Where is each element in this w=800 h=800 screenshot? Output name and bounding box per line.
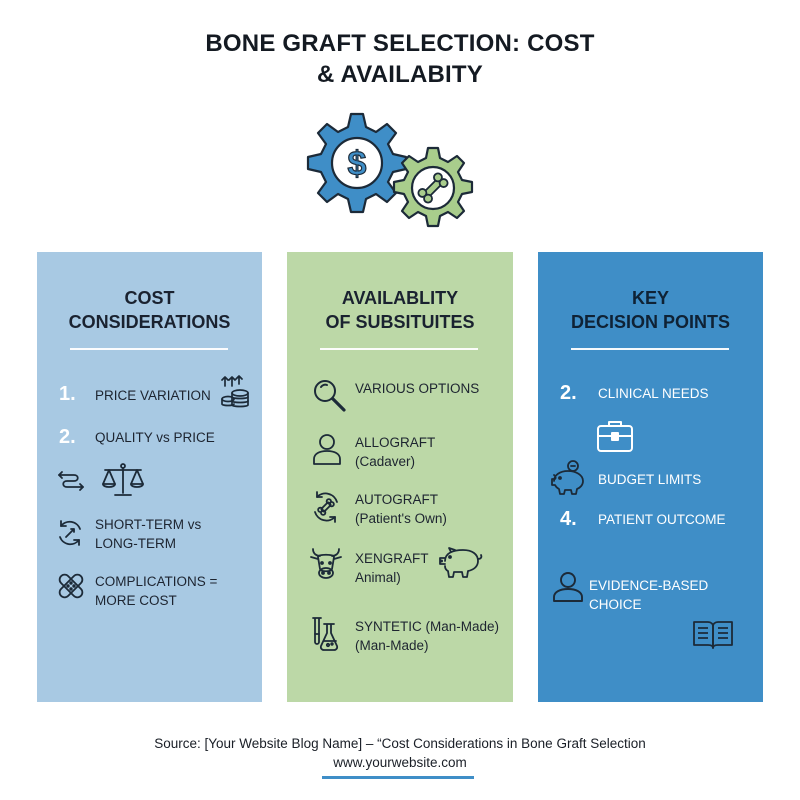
availability-title-line-2: OF SUBSITUITES [325, 312, 475, 332]
cost-item-4-text: SHORT-TERM vs LONG-TERM [95, 517, 202, 551]
person-icon [311, 432, 343, 466]
page-title [0, 28, 800, 90]
medical-kit-icon [595, 418, 635, 454]
availability-item-1-text: VARIOUS OPTIONS [355, 381, 480, 396]
open-book-icon [692, 618, 734, 650]
allograft-label: ALLOGRAFT [355, 435, 436, 450]
lab-flask-icon [309, 616, 341, 652]
key-title-line-1: KEY [631, 288, 669, 308]
source-citation: Source: [Your Website Blog Name] – “Cost Considerations in Bone Graft Selection [154, 736, 646, 751]
page-title-line-2: & AVAILABITY [317, 61, 483, 88]
coins-up-icon [220, 374, 254, 410]
key-item-4-text: EVIDENCE-BASED CHOICE [589, 578, 709, 612]
cow-icon [309, 545, 343, 581]
key-item-3-text: PATIENT OUTCOME [598, 512, 726, 527]
availability-item-5-text [355, 617, 499, 655]
balance-scale-icon [99, 462, 147, 498]
cost-item-1-number: 1. [59, 383, 76, 405]
website-url[interactable]: www.yourwebsite.com [333, 755, 467, 770]
bone-cycle-icon [309, 490, 343, 524]
synthetic-sublabel: (Man-Made) [355, 638, 429, 653]
url-underline [322, 776, 474, 779]
pig-icon [437, 545, 485, 579]
autograft-label: AUTOGRAFT [355, 492, 439, 507]
synthetic-label: SYNTETIC (Man-Made) [355, 619, 500, 634]
cost-item-1-text: PRICE VARIATION [95, 388, 211, 403]
bone-gear-icon [394, 148, 472, 226]
hero-gears [305, 112, 485, 230]
piggy-bank-icon [549, 459, 589, 497]
wave-arrows-icon [56, 466, 86, 496]
availability-item-2-text [355, 433, 435, 471]
xenograft-label: XENGRAFT [355, 551, 429, 566]
cost-title-divider [70, 348, 228, 350]
key-title-divider [571, 348, 729, 350]
key-decision-points-panel [538, 252, 763, 702]
cost-title-line-1: COST [124, 288, 175, 308]
key-title-line-2: DECISION POINTS [570, 312, 731, 332]
cost-item-2-text: QUALITY vs PRICE [95, 430, 215, 445]
allograft-sublabel: (Cadaver) [355, 454, 416, 469]
user-icon [552, 570, 584, 602]
availability-item-3-text [355, 490, 447, 528]
key-panel-title [538, 286, 763, 334]
time-cycle-icon [55, 518, 85, 548]
magnifier-icon [311, 377, 347, 413]
availability-item-4-text [355, 549, 429, 587]
dollar-gear-icon [308, 114, 406, 212]
bandage-icon [55, 570, 87, 602]
cost-item-5-text: COMPLICATIONS = MORE COST [95, 574, 218, 608]
cost-item-2-number: 2. [59, 426, 76, 448]
key-item-1-text: CLINICAL NEEDS [598, 386, 709, 401]
availability-title-divider [320, 348, 478, 350]
xenograft-sublabel: Animal) [355, 570, 401, 585]
key-item-1-number: 2. [560, 382, 577, 404]
key-item-2-text: BUDGET LIMITS [598, 472, 702, 487]
page-title-line-1: BONE GRAFT SELECTION: COST [205, 30, 595, 57]
svg-text:$: $ [347, 145, 367, 183]
key-item-3-number: 4. [560, 508, 577, 530]
availability-title-line-1: AVAILABLITY [341, 288, 459, 308]
cost-considerations-panel [37, 252, 262, 702]
availability-panel [287, 252, 513, 702]
availability-panel-title [287, 286, 513, 334]
autograft-sublabel: (Patient's Own) [355, 511, 447, 526]
cost-title-line-2: CONSIDERATIONS [68, 312, 231, 332]
cost-panel-title [37, 286, 262, 334]
